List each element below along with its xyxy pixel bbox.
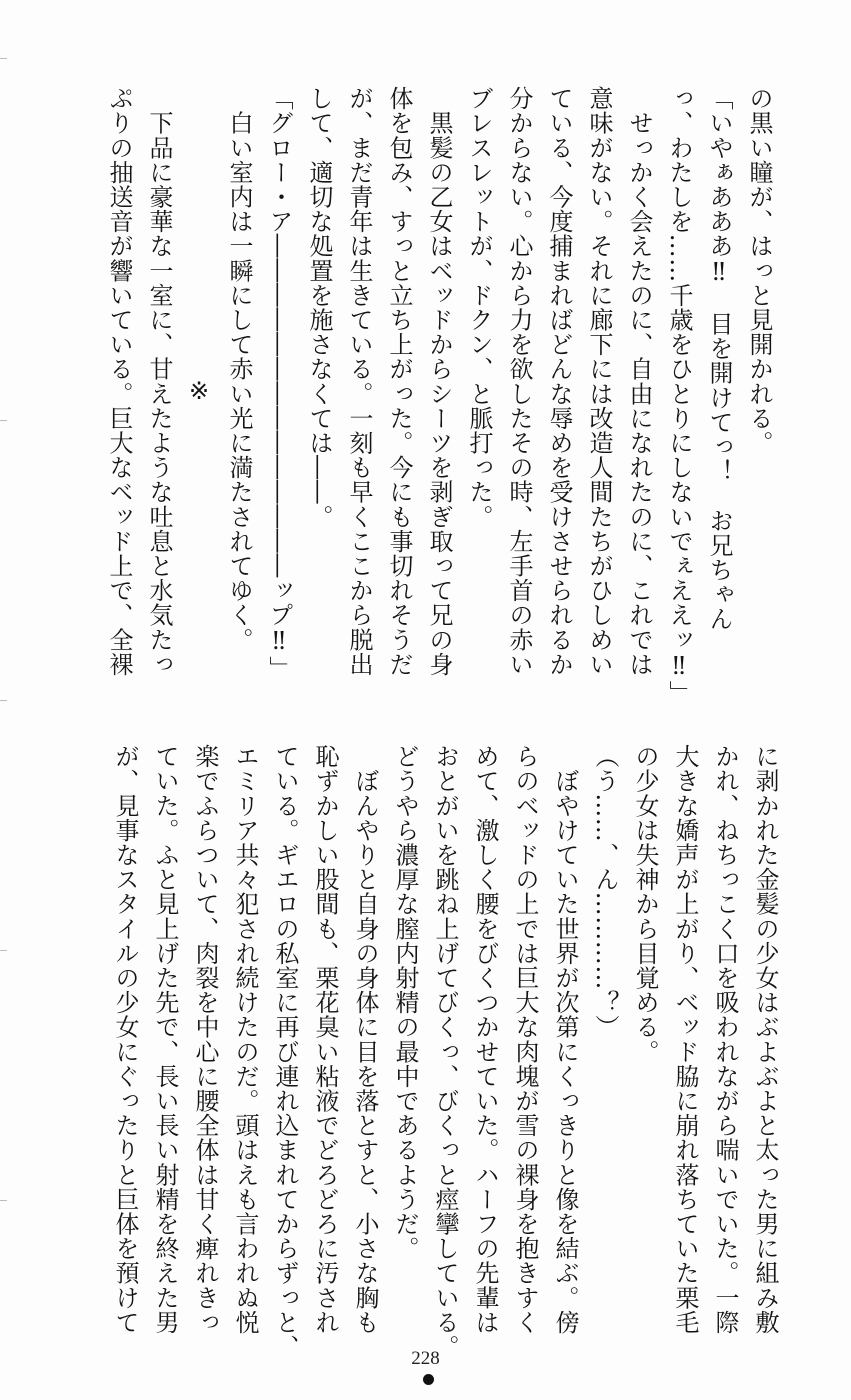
text-line: 黒髪の乙女はベッドからシーツを剥ぎ取って兄の身 [425,86,453,677]
margin-mark [0,1200,7,1201]
text-line: 「いやぁあああ‼ 目を開けてっ！ お兄ちゃん [705,86,733,632]
page-number: 228 [411,1348,440,1369]
margin-mark [0,700,7,701]
text-line: （う……、ん…………？） [591,744,619,1040]
margin-mark [0,420,7,421]
text-line: らのベッドの上では巨大な肉塊が雪の裸身を抱きすく [511,744,539,1335]
text-line: して、適切な処置を施さなくては――。 [305,86,333,529]
text-line: が、まだ青年は生きている。一刻も早くここから脱出 [345,86,373,677]
text-line: 分からない。心から力を欲したその時、左手首の赤い [505,86,533,677]
text-line: 「グロー・ア――――――――――――――ップ‼」 [265,86,293,681]
page-marker-dot [423,1374,434,1385]
text-line: 意味がない。それに廊下には改造人間たちがひしめい [585,86,613,677]
text-line: かれ、ねちっこく口を吸われながら喘いでいた。一際 [711,744,739,1335]
section-break-mark: ※ [185,376,213,406]
text-line: ぷりの抽送音が響いている。巨大なベッド上で、全裸 [105,86,133,677]
text-line: めて、激しく腰をびくつかせていた。ハーフの先輩は [471,744,499,1335]
upper-text-block [99,86,779,705]
text-line: せっかく会えたのに、自由になれたのに、これでは [625,86,653,677]
text-line: の黒い瞳が、はっと見開かれる。 [745,86,773,455]
text-line: の少女は失神から目覚める。 [631,744,659,1064]
text-line: エミリア共々犯され続けたのだ。頭はえも言われぬ悦 [231,744,259,1335]
text-line: ブレスレットが、ドクン、と脈打った。 [465,86,493,529]
text-line: 大きな嬌声が上がり、ベッド脇に崩れ落ちていた栗毛 [671,744,699,1335]
margin-mark [0,950,7,951]
text-line: ていた。ふと見上げた先で、長い長い射精を終えた男 [151,744,179,1335]
text-line: 恥ずかしい股間も、栗花臭い粘液でどろどろに汚され [311,744,339,1335]
text-line: っ、わたしを……千歳をひとりにしないでぇええッ‼」 [665,86,693,705]
text-line: ぼやけていた世界が次第にくっきりと像を結ぶ。傍 [551,744,579,1335]
text-line: 下品に豪華な一室に、甘えたような吐息と水気たっ [145,86,173,677]
text-line: に剥かれた金髪の少女はぶよぶよと太った男に組み敷 [751,744,779,1335]
text-line: どうやら濃厚な膣内射精の最中であるようだ。 [391,744,419,1261]
text-line: おとがいを跳ね上げてびくっ、びくっと痙攣している。 [431,744,459,1359]
text-line: ている。ギエロの私室に再び連れ込まれてからずっと、 [271,744,299,1359]
text-line: 白い室内は一瞬にして赤い光に満たされてゆく。 [225,86,253,652]
text-line: 楽でふらついて、肉裂を中心に腰全体は甘く痺れきっ [191,744,219,1335]
text-line: が、見事なスタイルの少女にぐったりと巨体を預けて [111,744,139,1335]
text-line: ぼんやりと自身の身体に目を落とすと、小さな胸も [351,744,379,1335]
text-line: 体を包み、すっと立ち上がった。今にも事切れそうだ [385,86,413,677]
text-line: ている、今度捕まればどんな辱めを受けさせられるか [545,86,573,677]
margin-mark [0,58,7,59]
